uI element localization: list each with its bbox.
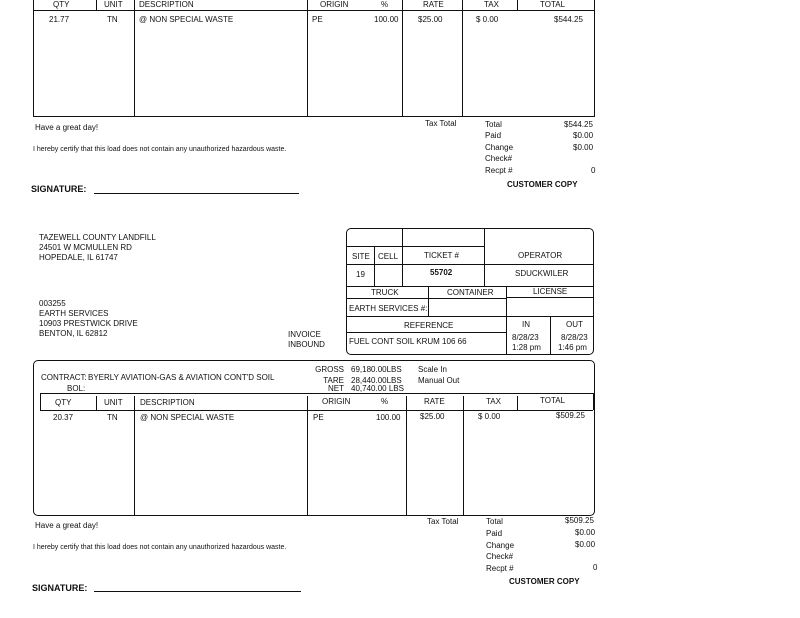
site-value: 19 bbox=[356, 270, 365, 279]
change-label: Change bbox=[485, 143, 514, 152]
unit-header: UNIT bbox=[104, 398, 123, 407]
in-label: IN bbox=[522, 320, 530, 329]
invoice-label: INVOICE bbox=[288, 330, 321, 339]
tax-header: TAX bbox=[486, 397, 501, 406]
paid-label: Paid bbox=[485, 131, 502, 140]
row-qty: 21.77 bbox=[49, 15, 70, 24]
customer-copy-label: CUSTOMER COPY bbox=[509, 577, 580, 586]
row-rate: $25.00 bbox=[420, 412, 445, 421]
origin-header: ORIGIN bbox=[322, 397, 351, 406]
tax-total-label: Tax Total bbox=[425, 119, 457, 128]
in-time: 1:28 pm bbox=[512, 343, 541, 352]
cell-label: CELL bbox=[378, 252, 399, 261]
signature-line bbox=[94, 591, 301, 592]
total-value: $544.25 bbox=[564, 120, 593, 129]
out-time: 1:46 pm bbox=[558, 343, 587, 352]
out-label: OUT bbox=[566, 320, 583, 329]
tax-total-label: Tax Total bbox=[427, 517, 459, 526]
paid-value: $0.00 bbox=[573, 131, 594, 140]
inbound-label: INBOUND bbox=[288, 340, 325, 349]
paid-label: Paid bbox=[486, 529, 503, 538]
qty-header: QTY bbox=[53, 0, 70, 9]
change-value: $0.00 bbox=[575, 540, 596, 549]
certification-text: I hereby certify that this load does not contain any unauthorized hazardous waste. bbox=[33, 544, 287, 551]
tax-header: TAX bbox=[484, 0, 499, 9]
ticket-number-label: TICKET # bbox=[424, 251, 459, 260]
change-value: $0.00 bbox=[573, 143, 594, 152]
gross-note: Scale In bbox=[418, 365, 447, 374]
out-date: 8/28/23 bbox=[561, 333, 588, 342]
total-label: Total bbox=[486, 517, 503, 526]
total-label: Total bbox=[485, 120, 502, 129]
greeting: Have a great day! bbox=[35, 123, 99, 132]
row-origin: PE bbox=[312, 15, 323, 24]
receipt-label: Recpt # bbox=[486, 564, 514, 573]
receipt-value: 0 bbox=[593, 563, 598, 572]
receipt-value: 0 bbox=[591, 166, 596, 175]
row-qty: 20.37 bbox=[53, 413, 74, 422]
tare-value: 28,440.00LBS bbox=[351, 376, 402, 385]
container-label: CONTAINER bbox=[447, 288, 494, 297]
row-total: $544.25 bbox=[554, 15, 583, 24]
origin-header: ORIGIN bbox=[320, 0, 349, 9]
license-label: LICENSE bbox=[533, 287, 568, 296]
ticket-number-value: 55702 bbox=[430, 268, 453, 277]
net-value: 40,740.00 LBS bbox=[351, 384, 404, 393]
rate-header: RATE bbox=[423, 0, 444, 9]
greeting: Have a great day! bbox=[35, 521, 99, 530]
customer-city: BENTON, IL 62812 bbox=[39, 329, 108, 338]
row-percent: 100.00 bbox=[376, 413, 401, 422]
contract-label: CONTRACT: bbox=[41, 373, 87, 382]
total-value: $509.25 bbox=[565, 516, 594, 525]
contract-value: BYERLY AVIATION-GAS & AVIATION CONT'D SOIL bbox=[88, 373, 275, 382]
tare-label: TARE bbox=[323, 376, 344, 385]
landfill-street: 24501 W MCMULLEN RD bbox=[39, 243, 132, 252]
site-label: SITE bbox=[352, 252, 370, 261]
row-percent: 100.00 bbox=[374, 15, 399, 24]
row-description: @ NON SPECIAL WASTE bbox=[139, 15, 234, 24]
description-header: DESCRIPTION bbox=[139, 0, 194, 9]
net-label: NET bbox=[328, 384, 344, 393]
gross-label: GROSS bbox=[315, 365, 344, 374]
percent-header: % bbox=[381, 397, 389, 406]
row-tax: $ 0.00 bbox=[476, 15, 499, 24]
customer-copy-label: CUSTOMER COPY bbox=[507, 180, 578, 189]
total-header: TOTAL bbox=[540, 396, 566, 405]
customer-street: 10903 PRESTWICK DRIVE bbox=[39, 319, 138, 328]
certification-text: I hereby certify that this load does not contain any unauthorized hazardous waste. bbox=[33, 146, 287, 153]
signature-line bbox=[94, 193, 299, 194]
change-label: Change bbox=[486, 541, 515, 550]
bol-label: BOL: bbox=[67, 384, 86, 393]
truck-value: EARTH SERVICES #: bbox=[349, 304, 428, 313]
truck-label: TRUCK bbox=[371, 288, 399, 297]
qty-header: QTY bbox=[55, 398, 72, 407]
unit-header: UNIT bbox=[104, 0, 123, 9]
operator-label: OPERATOR bbox=[518, 251, 563, 260]
check-label: Check# bbox=[486, 552, 514, 561]
landfill-city: HOPEDALE, IL 61747 bbox=[39, 253, 118, 262]
tare-note: Manual Out bbox=[418, 376, 460, 385]
receipt-label: Recpt # bbox=[485, 166, 513, 175]
row-unit: TN bbox=[107, 413, 118, 422]
reference-value: FUEL CONT SOIL KRUM 106 66 bbox=[349, 337, 467, 346]
signature-label: SIGNATURE: bbox=[32, 583, 88, 593]
rate-header: RATE bbox=[424, 397, 445, 406]
description-header: DESCRIPTION bbox=[140, 398, 195, 407]
customer-id: 003255 bbox=[39, 299, 66, 308]
row-rate: $25.00 bbox=[418, 15, 443, 24]
row-total: $509.25 bbox=[556, 411, 585, 420]
row-tax: $ 0.00 bbox=[478, 412, 501, 421]
percent-header: % bbox=[381, 0, 389, 9]
row-unit: TN bbox=[107, 15, 118, 24]
signature-label: SIGNATURE: bbox=[31, 184, 87, 194]
check-label: Check# bbox=[485, 154, 513, 163]
row-description: @ NON SPECIAL WASTE bbox=[140, 413, 235, 422]
gross-value: 69,180.00LBS bbox=[351, 365, 402, 374]
reference-label: REFERENCE bbox=[404, 321, 454, 330]
total-header: TOTAL bbox=[540, 0, 566, 9]
in-date: 8/28/23 bbox=[512, 333, 539, 342]
row-origin: PE bbox=[313, 413, 324, 422]
paid-value: $0.00 bbox=[575, 528, 596, 537]
operator-value: SDUCKWILER bbox=[515, 269, 569, 278]
landfill-name: TAZEWELL COUNTY LANDFILL bbox=[39, 233, 156, 242]
customer-name: EARTH SERVICES bbox=[39, 309, 109, 318]
